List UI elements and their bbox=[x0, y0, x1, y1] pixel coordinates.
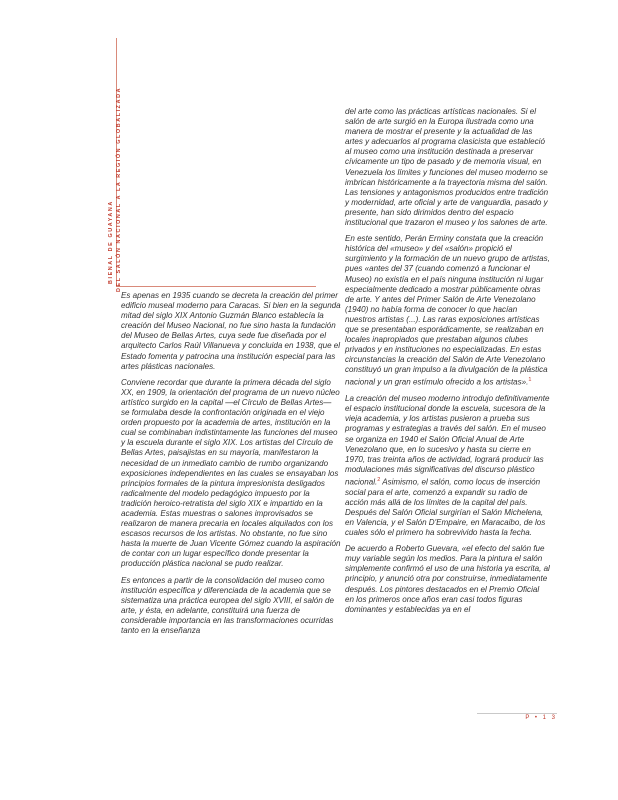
right-column bbox=[345, 107, 550, 621]
paragraph bbox=[345, 394, 550, 538]
paragraph: Es entonces a partir de la consolidación del museo como institución específica y diferenciada de la academia que se sistematiza una práctica europea del siglo XVIII, el salón de arte, y ésta, en adelante, constituirá una fuerza de considerable importancia en las transformaciones ocurridas tanto en la enseñanza bbox=[121, 575, 334, 635]
paragraph-text: La creación del museo moderno introdujo definitivamente el espacio institucional donde la escuela, sucesora de la vieja academia, y los artistas pusieron a prueba sus programas y estrategias a través del salón. En el museo se organiza en 1940 el Salón Oficial Anual de Arte Venezolano que, en lo sucesivo y hasta su cierre en 1970, tras treinta años de actividad, logrará producir las modulaciones más significativas del discurso plástico nacional. bbox=[345, 394, 550, 487]
footnote-marker: 1 bbox=[528, 377, 532, 384]
page-number: P • 1 3 bbox=[477, 713, 557, 725]
running-head bbox=[108, 44, 128, 292]
left-column bbox=[121, 291, 341, 642]
footnote-marker: 2 bbox=[377, 476, 381, 483]
running-head-subtitle: DEL SALÓN NACIONAL A LA REGIÓN GLOBALIZADA bbox=[116, 86, 122, 292]
paragraph bbox=[345, 234, 550, 388]
paragraph: Es apenas en 1935 cuando se decreta la creación del primer edificio museal moderno para Caracas. Si bien en la segunda mitad del siglo XIX Antonio Guzmán Blanco establecía la creación del Museo Nacional, no fue sino hasta la fundación del Museo de Bellas Artes, cuya sede fue diseñada por el arquitecto Carlos Raúl Villanueva y concluida en 1938, que el Estado fomenta y patrocina una institución especial para las artes plásticas nacionales. bbox=[121, 291, 341, 371]
paragraph: del arte como las prácticas artísticas nacionales. Si el salón de arte surgió en la Europa ilustrada como una manera de mostrar el presente y la actualidad de las artes y adecuarlos al programa clasicista que estableció al museo como una institución destinada a preservar cívicamente un tipo de pasado y de memoria visual, en Venezuela los límites y funciones del museo moderno se imbrican históricamente a la trayectoria misma del salón. Las tensiones y antagonismos producidos entre tradición y modernidad, arte oficial y arte de vanguardia, pasado y presente, han sido dirimidos dentro del espacio institucional que trazaron el museo y los salones de arte. bbox=[345, 107, 549, 228]
paragraph-text: En este sentido, Perán Erminy constata que la creación histórica del «museo» y del «salón» propició el surgimiento y la formación de un nuevo grupo de artistas, pues «antes del 37 (cuando comenzó a funcionar el Museo) no existía en el país ninguna institución ni lugar especialmente dedicado a mostrar públicamente obras de arte. Y antes del Primer Salón de Arte Venezolano (1940) no había forma de conocer lo que hacían nuestros artistas (...). Las raras exposiciones artísticas que se presentaban esporádicamente, se realizaban en locales inapropiados que prestaban algunos clubes privados y en instituciones no especializadas. En estas circunstancias la creación del Salón de Arte Venezolano constituyó un gran impulso a la divulgación de la plástica nacional y un gran estímulo ofrecido a los artistas». bbox=[345, 234, 550, 388]
paragraph: Conviene recordar que durante la primera década del siglo XX, en 1909, la orientación del programa de un nuevo núcleo artístico surgido en la capital —el Círculo de Bellas Artes— se formulaba desde la confrontación originada en el viejo orden propuesto por la academia de artes, institución en la cual se combinaban indistintamente las funciones del museo y la escuela durante el siglo XIX. Los artistas del Círculo de Bellas Artes, paisajistas en su mayoría, manifestaron la necesidad de un inmediato cambio de rumbo organizando exposiciones independientes en las cuales se ensayaban los principios formales de la pintura impresionista desligados radicalmente del modelo pedagógico impuesto por la tradición heroico-retratista del siglo XIX e impartido en la academia. Estas muestras o salones improvisados se realizaron de manera precaria en locales alquilados con los escasos recursos de los artistas. No obstante, no fue sino hasta la muerte de Juan Vicente Gómez cuando la aspiración de contar con un lugar específico donde presentar la producción plástica nacional se pudo realizar. bbox=[121, 377, 341, 569]
paragraph-text: Asimismo, el salón, como locus de inserción social para el arte, comenzó a expandir su radio de acción más allá de los límites de la capital del país. Después del Salón Oficial surgirían el Salón Michelena, en Valencia, y el Salón D'Empaire, en Maracaibo, de los cuales sólo el primero ha sobrevivido hasta la fecha. bbox=[345, 477, 546, 538]
margin-rule-horizontal bbox=[116, 286, 316, 287]
paragraph: De acuerdo a Roberto Guevara, «el efecto del salón fue muy variable según los medios. Para la pintura el salón simplemente confirmó el uso de una historia ya escrita, al principio, y anunció otra por construirse, inmediatamente después. Los pintores destacados en el Premio Oficial en los primeros once años eran casi todos figuras dominantes y establecidas ya en el bbox=[345, 544, 550, 614]
running-head-title: BIENAL DE GUAYANA bbox=[108, 200, 114, 284]
